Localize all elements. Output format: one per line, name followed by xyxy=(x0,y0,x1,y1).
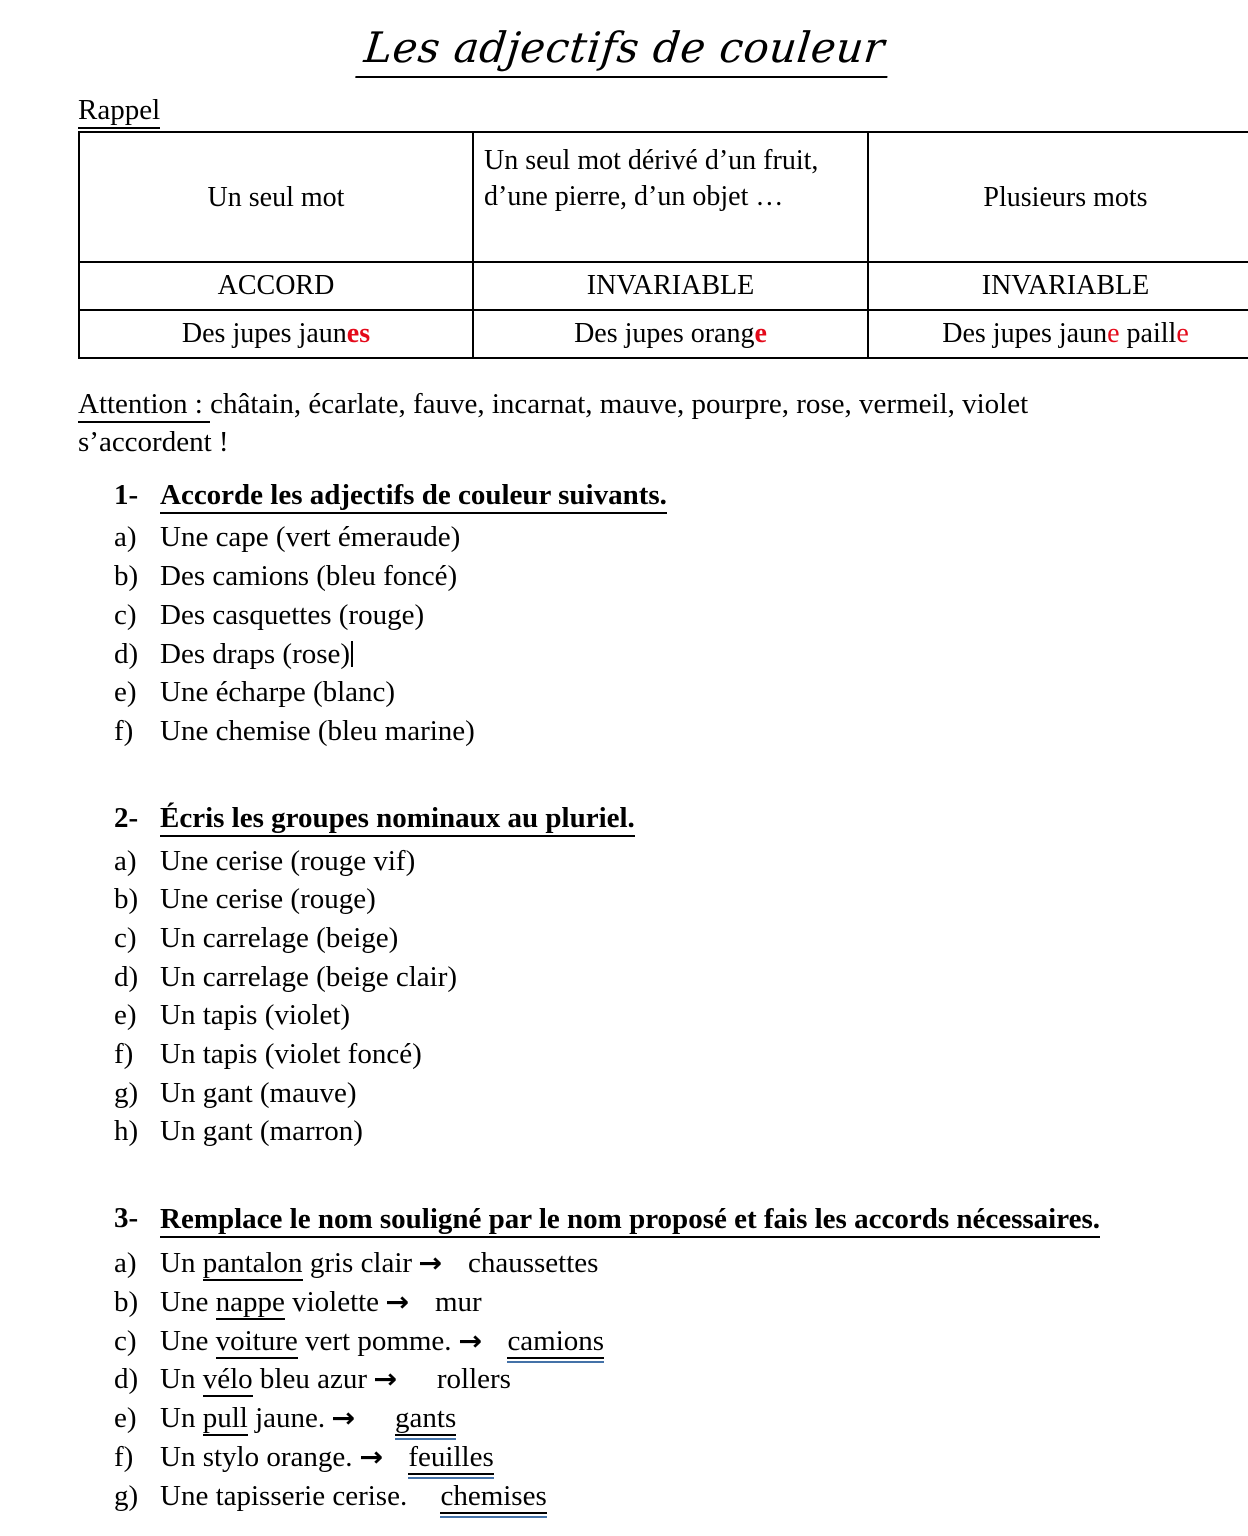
list-item-text: Des camions (bleu foncé) xyxy=(160,560,458,593)
table-header-cell-2: Un seul mot dérivé d’un fruit, d’une pierre, d’un objet … xyxy=(473,132,868,262)
table-example-cell-2 xyxy=(473,310,868,358)
list-marker: a) xyxy=(114,844,137,877)
underlined-noun: pantalon xyxy=(202,1247,303,1280)
rappel-label xyxy=(78,94,1248,127)
exercise-3-heading xyxy=(0,1199,1154,1240)
exercise-2-title: Écris les groupes nominaux au pluriel. xyxy=(160,802,635,837)
list-item-text: Un gant (mauve) xyxy=(160,1076,357,1109)
table-rule-cell-2: INVARIABLE xyxy=(473,262,868,310)
underlined-noun: pull xyxy=(202,1402,248,1435)
example-highlight-1: es xyxy=(346,318,371,350)
list-item-text: Un carrelage (beige) xyxy=(160,921,399,954)
exercise-3-list xyxy=(0,1244,1248,1515)
list-item-text: Une cerise (rouge) xyxy=(160,883,376,916)
arrow-icon: → xyxy=(418,1248,443,1280)
replacement-word: chaussettes xyxy=(467,1247,599,1280)
arrow-icon: → xyxy=(458,1325,483,1357)
list-item xyxy=(0,1438,1248,1477)
item-suffix: vert pomme. xyxy=(297,1324,459,1357)
item-suffix: jaune. xyxy=(247,1402,333,1435)
underlined-noun: vélo xyxy=(202,1363,253,1396)
attention-paragraph xyxy=(78,385,1108,462)
list-item xyxy=(0,880,1248,919)
example-highlight-3a: e xyxy=(1107,318,1120,350)
list-marker: a) xyxy=(114,1247,137,1280)
arrow-icon: → xyxy=(331,1403,356,1435)
list-marker: f) xyxy=(114,1038,134,1071)
list-marker: d) xyxy=(114,960,139,993)
list-item xyxy=(0,557,1248,596)
item-suffix: bleu azur xyxy=(252,1363,375,1396)
table-row-examples xyxy=(79,310,1248,358)
page-title: Les adjectifs de couleur xyxy=(355,26,893,78)
list-item xyxy=(0,1322,1248,1361)
item-prefix: Un xyxy=(160,1363,203,1396)
example-mid-3: paill xyxy=(1119,318,1177,350)
list-marker: h) xyxy=(114,1115,139,1148)
replacement-word: rollers xyxy=(436,1363,511,1396)
table-header-cell-3: Plusieurs mots xyxy=(868,132,1248,262)
replacement-word: camions xyxy=(507,1324,605,1357)
underlined-noun: voiture xyxy=(215,1324,298,1357)
list-marker: a) xyxy=(114,521,137,554)
list-marker: b) xyxy=(114,560,139,593)
list-item xyxy=(0,842,1248,881)
attention-label: Attention : xyxy=(78,388,210,423)
list-marker: c) xyxy=(114,598,137,631)
exercise-1-list xyxy=(0,518,1248,750)
exercise-1-title: Accorde les adjectifs de couleur suivants. xyxy=(160,479,667,514)
exercise-2-list xyxy=(0,842,1248,1152)
attention-text: châtain, écarlate, fauve, incarnat, mauve, pourpre, rose, vermeil, violet s’accordent ! xyxy=(78,388,1029,459)
spacer-2 xyxy=(0,1151,1248,1185)
item-prefix: Un xyxy=(160,1402,203,1435)
list-item-text: Un gant (marron) xyxy=(160,1115,363,1148)
rules-table xyxy=(78,131,1248,359)
item-suffix: gris clair xyxy=(302,1247,420,1280)
list-marker: e) xyxy=(114,999,137,1032)
list-item-text: Des casquettes (rouge) xyxy=(160,598,425,631)
example-base-2: Des jupes orang xyxy=(574,318,755,350)
replacement-word: chemises xyxy=(440,1479,547,1512)
list-item xyxy=(0,673,1248,712)
item-suffix: violette xyxy=(284,1286,387,1319)
list-item xyxy=(0,919,1248,958)
list-item xyxy=(0,958,1248,997)
text-cursor xyxy=(351,641,353,667)
list-marker: b) xyxy=(114,883,139,916)
list-item xyxy=(0,1477,1248,1516)
list-marker: f) xyxy=(114,1440,134,1473)
list-marker: g) xyxy=(114,1076,139,1109)
item-prefix: Une tapisserie cerise. xyxy=(160,1479,415,1512)
exercise-1-heading xyxy=(0,476,1154,515)
list-item xyxy=(0,996,1248,1035)
exercise-2-number: 2- xyxy=(114,801,139,834)
exercise-3-title: Remplace le nom souligné par le nom proposé et fais les accords nécessaires. xyxy=(160,1203,1100,1238)
arrow-icon: → xyxy=(373,1364,398,1396)
exercise-1-number: 1- xyxy=(114,478,139,511)
list-item-text: Une chemise (bleu marine) xyxy=(160,715,475,747)
list-item xyxy=(0,596,1248,635)
list-item-text: Une cape (vert émeraude) xyxy=(160,521,461,554)
table-header-cell-1: Un seul mot xyxy=(79,132,473,262)
example-base-1: Des jupes jaun xyxy=(181,318,347,350)
list-item-text: Une cerise (rouge vif) xyxy=(160,844,416,877)
spacer-1 xyxy=(0,751,1248,785)
list-marker: b) xyxy=(114,1286,139,1319)
list-item xyxy=(0,518,1248,557)
replacement-word: mur xyxy=(434,1286,482,1319)
item-prefix: Un stylo orange. xyxy=(160,1440,360,1473)
item-prefix: Une xyxy=(160,1286,216,1319)
exercise-3-number: 3- xyxy=(114,1202,139,1235)
list-item-text: Des draps (rose) xyxy=(160,637,351,670)
list-item xyxy=(0,1112,1248,1151)
list-marker: c) xyxy=(114,921,137,954)
list-item xyxy=(0,1074,1248,1113)
list-item xyxy=(0,1399,1248,1438)
list-marker: g) xyxy=(114,1479,139,1512)
list-item-text: Un tapis (violet foncé) xyxy=(160,1038,422,1071)
title-container xyxy=(0,0,1248,78)
item-prefix: Une xyxy=(160,1324,216,1357)
list-item xyxy=(0,712,1248,751)
table-rule-cell-3: INVARIABLE xyxy=(868,262,1248,310)
example-base-3: Des jupes jaun xyxy=(942,318,1108,350)
list-item xyxy=(0,635,1248,674)
list-item-text: Un carrelage (beige clair) xyxy=(160,960,458,993)
table-rule-cell-1: ACCORD xyxy=(79,262,473,310)
table-row-rules xyxy=(79,262,1248,310)
rappel-label-text: Rappel xyxy=(78,94,160,129)
list-item xyxy=(0,1035,1248,1074)
replacement-word: gants xyxy=(395,1402,457,1435)
underlined-noun: nappe xyxy=(215,1286,285,1319)
list-marker: e) xyxy=(114,1402,137,1435)
list-item-text: Une écharpe (blanc) xyxy=(160,676,396,709)
list-marker: e) xyxy=(114,676,137,709)
list-marker: f) xyxy=(114,715,134,747)
list-item xyxy=(0,1244,1248,1283)
list-marker: c) xyxy=(114,1324,137,1357)
list-marker: d) xyxy=(114,637,139,670)
list-item xyxy=(0,1360,1248,1399)
list-marker: d) xyxy=(114,1363,139,1396)
table-example-cell-1 xyxy=(79,310,473,358)
list-item xyxy=(0,1283,1248,1322)
arrow-icon: → xyxy=(385,1287,410,1319)
list-item-text: Un tapis (violet) xyxy=(160,999,351,1032)
example-highlight-3b: e xyxy=(1176,318,1189,350)
table-row-headers xyxy=(79,132,1248,262)
arrow-icon: → xyxy=(359,1441,383,1473)
exercise-2-heading xyxy=(0,799,1154,838)
item-prefix: Un xyxy=(160,1247,203,1280)
table-example-cell-3 xyxy=(868,310,1248,358)
replacement-word: feuilles xyxy=(408,1440,494,1473)
example-highlight-2: e xyxy=(754,318,767,350)
